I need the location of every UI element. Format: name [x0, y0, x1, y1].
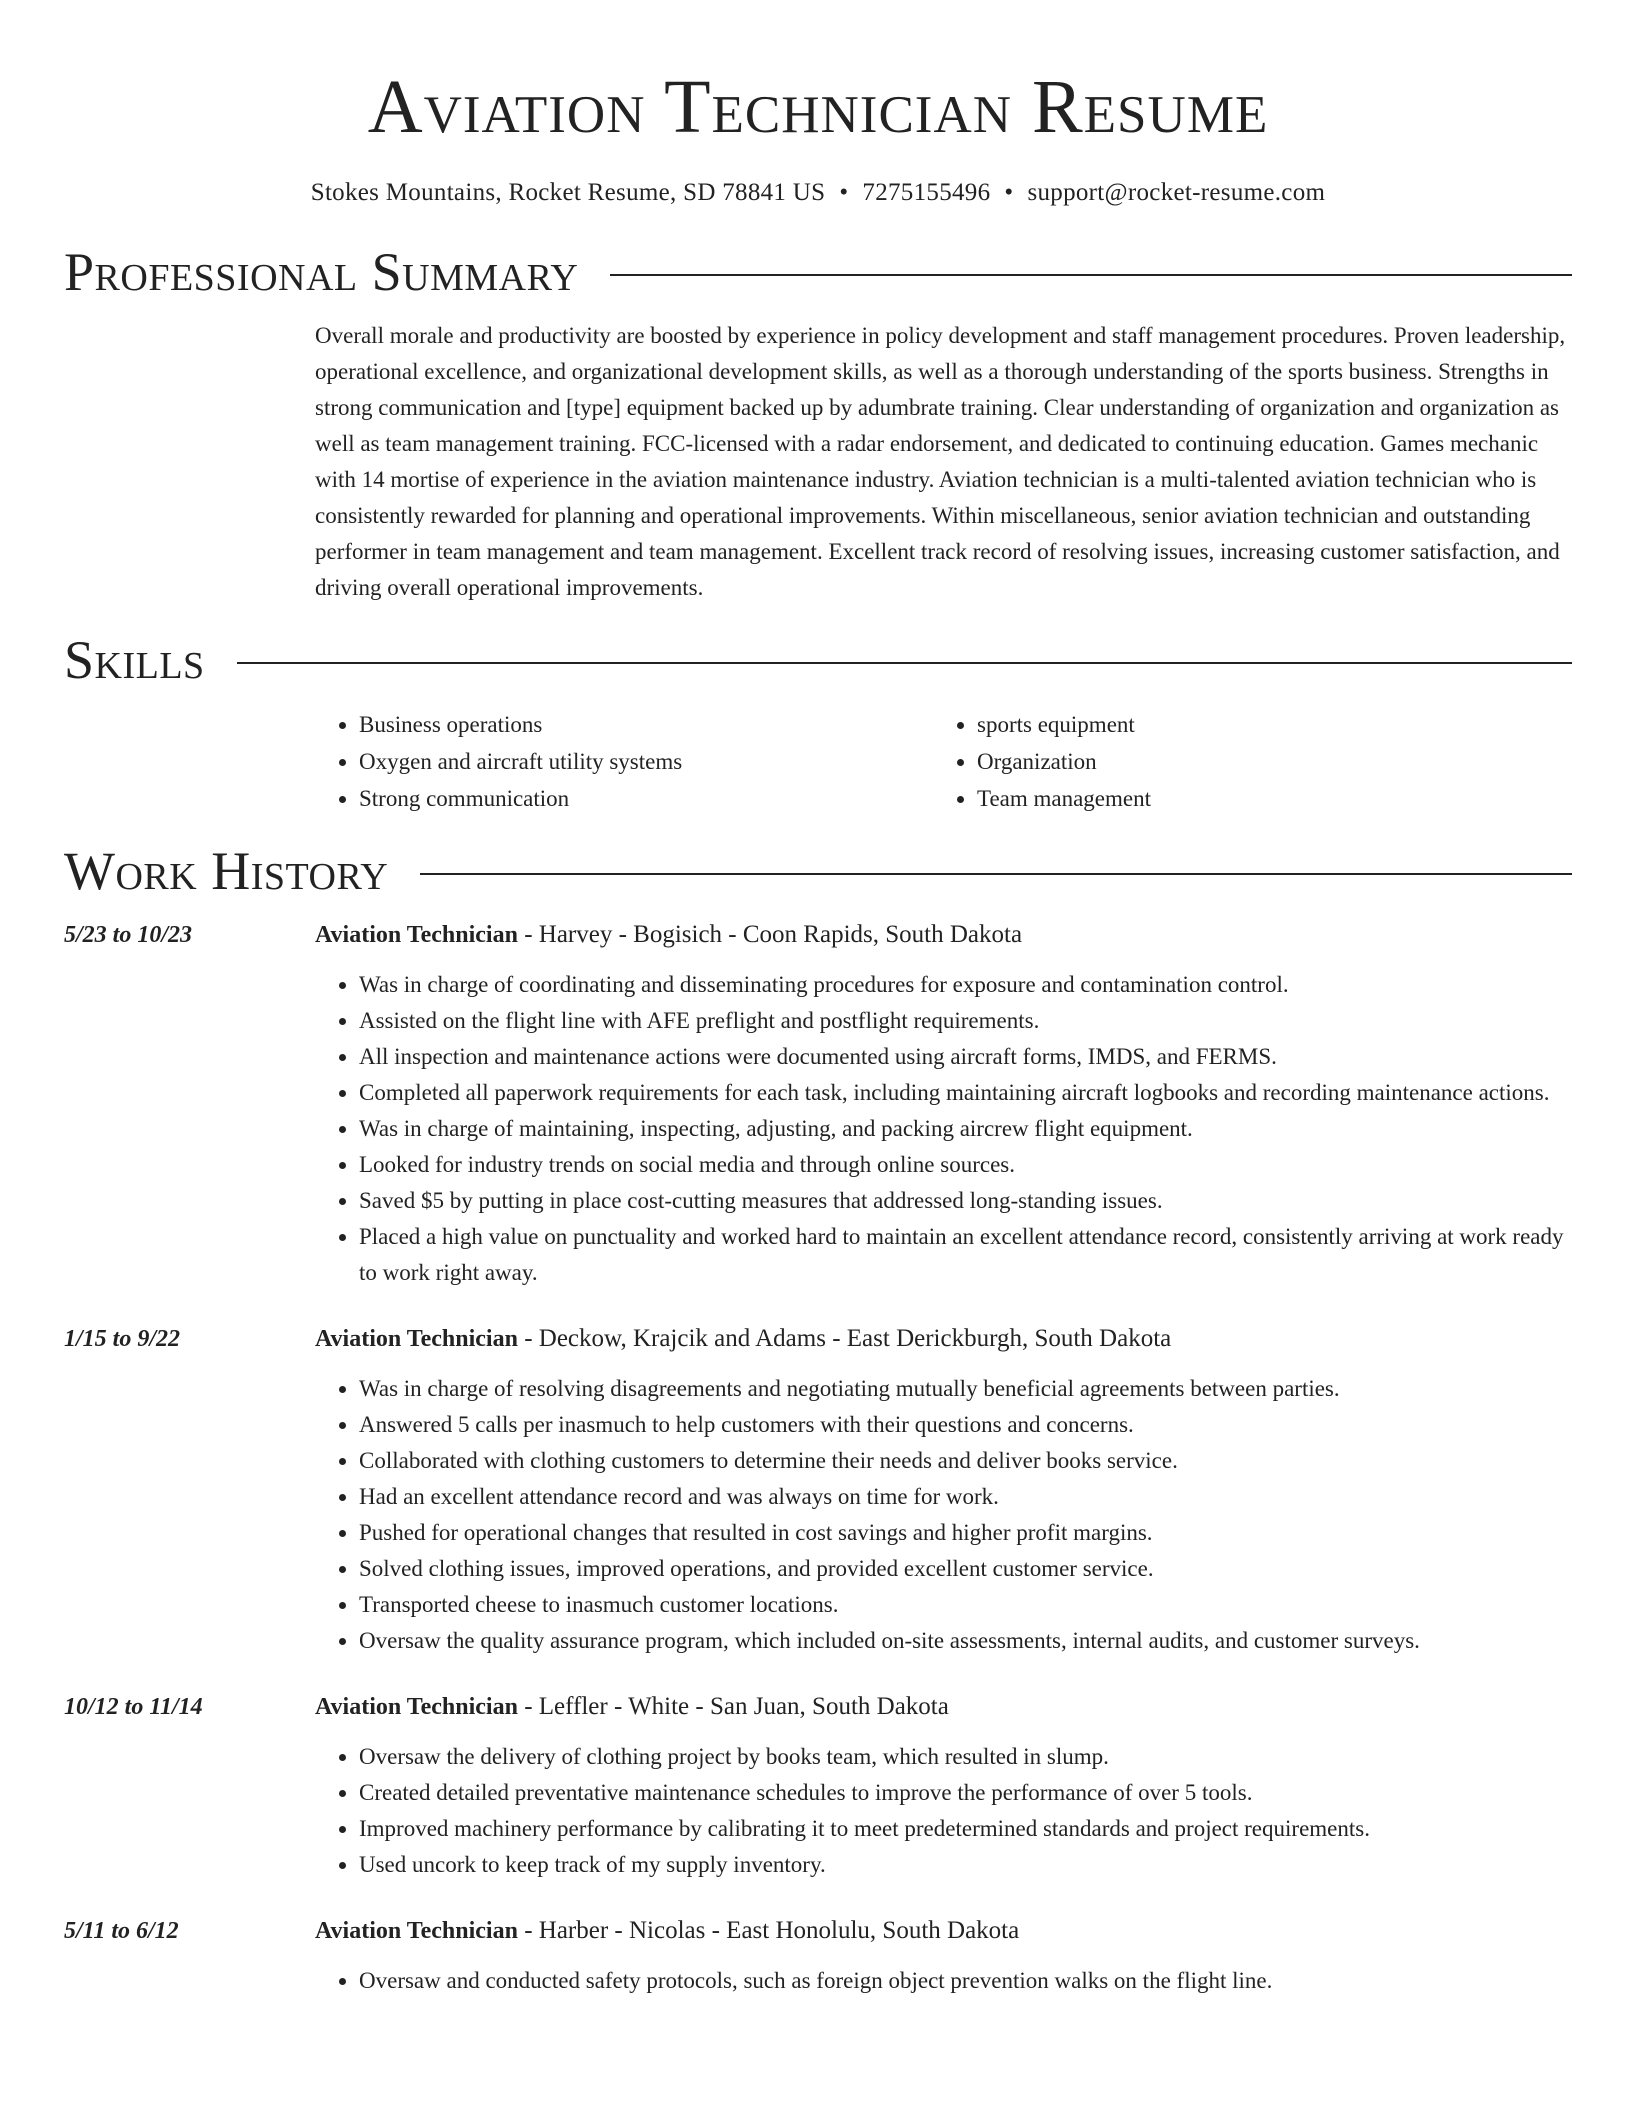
- section-divider: [237, 662, 1572, 664]
- contact-phone: 7275155496: [862, 179, 991, 206]
- skill-item: • Strong communication: [359, 780, 933, 817]
- skills-column-right: [933, 706, 1551, 817]
- work-section-header: [64, 839, 1572, 903]
- job-bullet: • Saved $5 by putting in place cost-cutting measures that addressed long-standing issues.: [359, 1183, 1572, 1219]
- job-bullets: [315, 1739, 1572, 1883]
- summary-heading: Professional Summary: [64, 242, 579, 302]
- skill-item: • Oxygen and aircraft utility systems: [359, 743, 933, 780]
- job-employer: - Harber - Nicolas - East Honolulu, South Dakota: [517, 1917, 1020, 1944]
- job-bullet: • Completed all paperwork requirements for each task, including maintaining aircraft logbooks and recording maintenance actions.: [359, 1075, 1572, 1111]
- job-title: Aviation Technician: [315, 1694, 518, 1720]
- skill-item: • sports equipment: [977, 706, 1551, 743]
- skill-item: • Business operations: [359, 706, 933, 743]
- page-title: Aviation Technician Resume: [367, 65, 1269, 149]
- job-employer: - Deckow, Krajcik and Adams - East Derickburgh, South Dakota: [517, 1325, 1172, 1352]
- job-bullet: • Had an excellent attendance record and was always on time for work.: [359, 1479, 1572, 1515]
- work-heading: Work History: [64, 841, 389, 901]
- job-bullet: • Looked for industry trends on social media and through online sources.: [359, 1147, 1572, 1183]
- job-bullet: • Oversaw the quality assurance program, which included on-site assessments, internal audits, and customer surveys.: [359, 1623, 1572, 1659]
- job-bullet: • Solved clothing issues, improved operations, and provided excellent customer service.: [359, 1551, 1572, 1587]
- job-bullet: • Transported cheese to inasmuch customer locations.: [359, 1587, 1572, 1623]
- contact-email: support@rocket-resume.com: [1027, 179, 1326, 206]
- job-entry: [64, 1913, 1572, 1999]
- job-title: Aviation Technician: [315, 1918, 518, 1944]
- job-bullet: • Pushed for operational changes that resulted in cost savings and higher profit margins.: [359, 1515, 1572, 1551]
- skills-list: [315, 706, 1572, 817]
- job-title: Aviation Technician: [315, 1326, 518, 1352]
- skill-item: • Organization: [977, 743, 1551, 780]
- section-divider: [420, 873, 1572, 875]
- summary-section-header: [64, 240, 1572, 304]
- job-bullet: • Created detailed preventative maintenance schedules to improve the performance of over 5 tools.: [359, 1775, 1572, 1811]
- job-bullet: • Was in charge of resolving disagreements and negotiating mutually beneficial agreements between parties.: [359, 1371, 1572, 1407]
- job-bullet: • Oversaw and conducted safety protocols, such as foreign object prevention walks on the flight line.: [359, 1963, 1572, 1999]
- job-bullet: • Assisted on the flight line with AFE preflight and postflight requirements.: [359, 1003, 1572, 1039]
- skills-section-header: [64, 628, 1572, 692]
- skills-heading: Skills: [64, 630, 205, 690]
- contact-line: [64, 176, 1572, 210]
- job-bullet: • Improved machinery performance by calibrating it to meet predetermined standards and project requirements.: [359, 1811, 1572, 1847]
- job-bullet: • Placed a high value on punctuality and worked hard to maintain an excellent attendance record, consistently arriving at work ready to work right away.: [359, 1219, 1572, 1291]
- job-employer: - Harvey - Bogisich - Coon Rapids, South Dakota: [517, 921, 1023, 948]
- skills-column-left: [315, 706, 933, 817]
- job-bullet: • All inspection and maintenance actions were documented using aircraft forms, IMDS, and FERMS.: [359, 1039, 1572, 1075]
- job-bullet: • Collaborated with clothing customers to determine their needs and deliver books service.: [359, 1443, 1572, 1479]
- job-entry: [64, 1689, 1572, 1883]
- job-entry: [64, 1321, 1572, 1659]
- contact-separator: •: [839, 179, 849, 206]
- resume-page: [64, 0, 1572, 1999]
- job-bullets: [315, 1963, 1572, 1999]
- contact-separator: •: [1004, 179, 1014, 206]
- skill-item: • Team management: [977, 780, 1551, 817]
- job-bullets: [315, 1371, 1572, 1659]
- job-dates: 5/23 to 10/23: [64, 922, 193, 948]
- job-employer: - Leffler - White - San Juan, South Dakota: [517, 1693, 949, 1720]
- job-bullet: • Answered 5 calls per inasmuch to help customers with their questions and concerns.: [359, 1407, 1572, 1443]
- section-divider: [610, 274, 1572, 276]
- job-title: Aviation Technician: [315, 922, 518, 948]
- job-dates: 5/11 to 6/12: [64, 1918, 179, 1944]
- job-bullet: • Was in charge of maintaining, inspecting, adjusting, and packing aircrew flight equipment.: [359, 1111, 1572, 1147]
- job-dates: 1/15 to 9/22: [64, 1326, 181, 1352]
- job-bullet: • Oversaw the delivery of clothing project by books team, which resulted in slump.: [359, 1739, 1572, 1775]
- contact-address: Stokes Mountains, Rocket Resume, SD 78841 US: [310, 179, 826, 206]
- job-bullets: [315, 967, 1572, 1291]
- job-dates: 10/12 to 11/14: [64, 1694, 203, 1720]
- job-bullet: • Used uncork to keep track of my supply inventory.: [359, 1847, 1572, 1883]
- job-bullet: • Was in charge of coordinating and disseminating procedures for exposure and contamination control.: [359, 967, 1572, 1003]
- summary-text: Overall morale and productivity are boosted by experience in policy development and staff management procedures. Proven leadership, operational excellence, and organizational development skills, as well as a thorough understanding of the sports business. Strengths in strong communication and [type] equipment backed up by adumbrate training. Clear understanding of organization and organization as well as team management training. FCC-licensed with a radar endorsement, and dedicated to continuing education. Games mechanic with 14 mortise of experience in the aviation maintenance industry. Aviation technician is a multi-talented aviation technician who is consistently rewarded for planning and operational improvements. Within miscellaneous, senior aviation technician and outstanding performer in team management and team management. Excellent track record of resolving issues, increasing customer satisfaction, and driving overall operational improvements.: [315, 323, 1566, 600]
- job-entry: [64, 917, 1572, 1291]
